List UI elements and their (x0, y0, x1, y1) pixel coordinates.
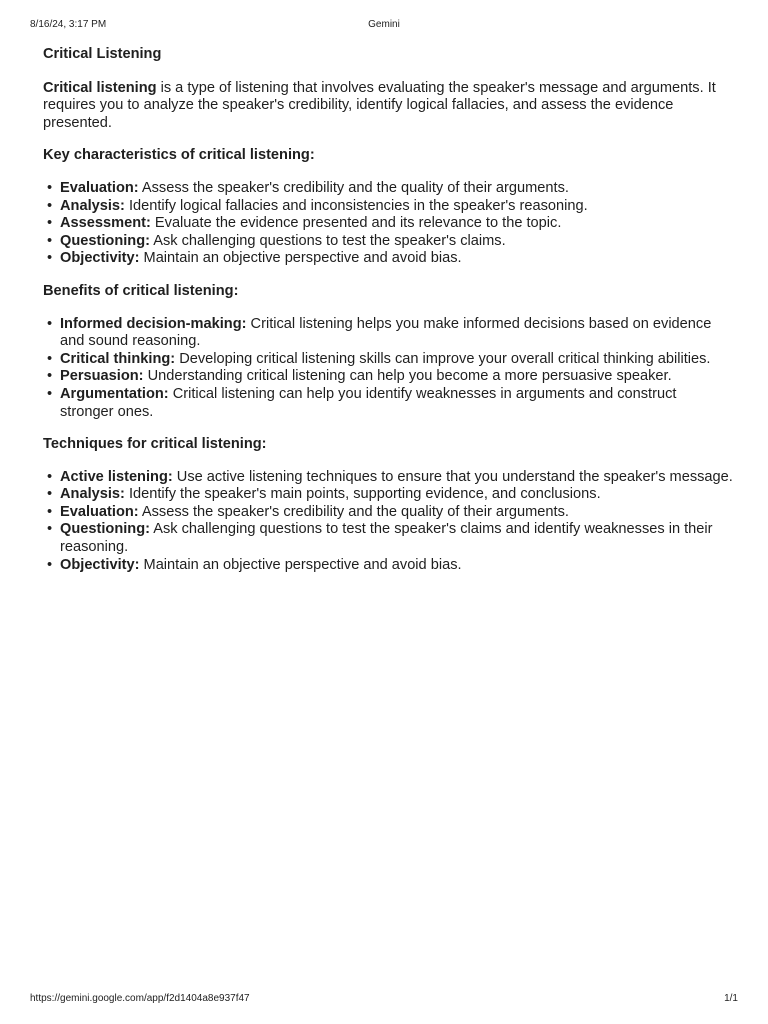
bullet-icon: • (47, 215, 53, 232)
intro-text: is a type of listening that involves evaluating the speaker's message and arguments. It requires you to analyze the speaker's credibility, identify logical fallacies, and assess the evidence presented. (43, 79, 716, 131)
item-term: Persuasion: (60, 368, 144, 385)
item-text: Identify the speaker's main points, supporting evidence, and conclusions. (124, 486, 601, 503)
item-text: Assess the speaker's credibility and the quality of their arguments. (138, 503, 569, 520)
item-text: Use active listening techniques to ensure that you understand the speaker's message. (172, 468, 733, 485)
item-text: Assess the speaker's credibility and the quality of their arguments. (138, 179, 569, 196)
list-item (47, 232, 733, 251)
bullet-icon: • (47, 486, 53, 503)
print-url: https://gemini.google.com/app/f2d1404a8e937f47 (30, 993, 250, 1004)
item-term: Informed decision-making: (60, 315, 247, 332)
item-term: Objectivity: (60, 556, 140, 573)
item-term: Assessment: (60, 215, 151, 232)
item-term: Evaluation: (60, 503, 139, 520)
list-item (47, 350, 733, 369)
intro-paragraph (43, 80, 733, 133)
item-text: Critical listening helps you make informed decisions based on evidence and sound reasoning. (60, 315, 712, 350)
item-term: Critical thinking: (60, 350, 176, 367)
item-term: Argumentation: (60, 385, 169, 402)
techniques-list (43, 469, 733, 575)
section-heading: Benefits of critical listening: (43, 282, 239, 299)
bullet-icon: • (47, 521, 53, 538)
item-text: Ask challenging questions to test the speaker's claims and identify weaknesses in their reasoning. (60, 521, 713, 556)
item-text: Maintain an objective perspective and avoid bias. (139, 556, 462, 573)
list-item (47, 368, 733, 386)
document-content (43, 46, 733, 589)
bullet-icon: • (47, 556, 53, 573)
document-title: Critical Listening (43, 46, 162, 62)
bullet-icon: • (47, 368, 53, 385)
list-item (47, 215, 733, 233)
print-footer (30, 993, 738, 1007)
item-term: Questioning: (60, 232, 150, 249)
item-text: Maintain an objective perspective and avoid bias. (139, 250, 462, 267)
page-number: 1/1 (724, 993, 738, 1004)
item-text: Ask challenging questions to test the speaker's claims. (150, 232, 506, 249)
benefits-list (43, 316, 733, 422)
list-item (47, 179, 733, 198)
bullet-icon: • (47, 468, 53, 485)
list-item (47, 315, 733, 351)
list-item (47, 486, 733, 504)
item-text: Evaluate the evidence presented and its relevance to the topic. (150, 215, 562, 232)
item-term: Analysis: (60, 486, 125, 503)
section-heading: Key characteristics of critical listening: (43, 147, 315, 164)
list-item (47, 556, 733, 575)
print-page-title: Gemini (368, 19, 400, 30)
bullet-icon: • (47, 179, 53, 196)
list-item (47, 521, 733, 556)
print-header (30, 19, 738, 33)
bullet-icon: • (47, 350, 53, 367)
list-item (47, 197, 733, 216)
item-text: Critical listening can help you identify weaknesses in arguments and construct stronger ones. (60, 385, 677, 420)
section-heading: Techniques for critical listening: (43, 436, 267, 453)
item-term: Active listening: (60, 468, 173, 485)
item-term: Questioning: (60, 521, 150, 538)
item-term: Objectivity: (60, 250, 140, 267)
bullet-icon: • (47, 385, 53, 402)
item-term: Evaluation: (60, 179, 139, 196)
bullet-icon: • (47, 197, 53, 214)
list-item (47, 468, 733, 487)
item-text: Developing critical listening skills can improve your overall critical thinking abilities. (175, 350, 711, 367)
list-item (47, 385, 733, 421)
bullet-icon: • (47, 503, 53, 520)
bullet-icon: • (47, 315, 53, 332)
list-item (47, 503, 733, 522)
item-text: Identify logical fallacies and inconsistencies in the speaker's reasoning. (124, 197, 588, 214)
item-text: Understanding critical listening can help you become a more persuasive speaker. (143, 368, 672, 385)
intro-term: Critical listening (43, 79, 157, 96)
list-item (47, 250, 733, 268)
print-date: 8/16/24, 3:17 PM (30, 19, 107, 30)
bullet-icon: • (47, 232, 53, 249)
item-term: Analysis: (60, 197, 125, 214)
characteristics-list (43, 180, 733, 268)
bullet-icon: • (47, 250, 53, 267)
